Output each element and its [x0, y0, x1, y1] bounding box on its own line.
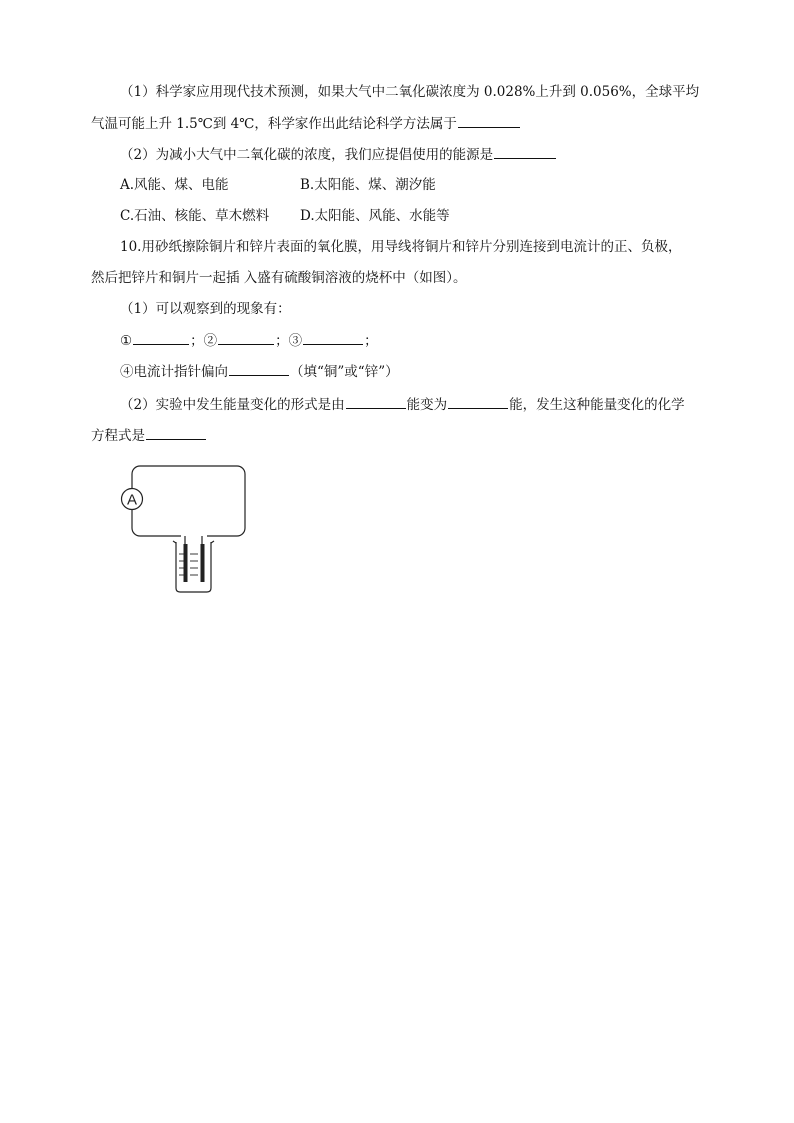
- answer-blank[interactable]: [218, 330, 274, 345]
- answer-blank[interactable]: [133, 330, 189, 345]
- copper-plate: [201, 544, 205, 582]
- q10-part1-title: （1）可以观察到的现象有：: [120, 301, 291, 317]
- answer-blank[interactable]: [458, 113, 520, 128]
- q9-part1-line2: 气温可能上升 1.5℃到 4℃，科学家作出此结论科学方法属于: [0, 113, 794, 134]
- answer-blank[interactable]: [346, 394, 406, 409]
- circuit-wire: [132, 466, 245, 536]
- q10-part2-line1: （2）实验中发生能量变化的形式是由 能变为 能，发生这种能量变化的化学: [0, 394, 794, 415]
- q10-part2-line2: 方程式是: [0, 425, 794, 446]
- q10-observations-row: ① ；② ；③ ；: [0, 330, 794, 351]
- q10-line2: 然后把锌片和铜片一起插 入盛有硫酸铜溶液的烧杯中（如图）。: [91, 270, 467, 286]
- zinc-plate: [184, 544, 188, 582]
- q9-options-row2: [0, 206, 794, 226]
- circuit-diagram: [118, 462, 250, 594]
- q9-options-row1: [0, 175, 794, 195]
- option-d[interactable]: D.太阳能、风能、水能等: [300, 208, 450, 224]
- beaker-icon: [176, 542, 211, 592]
- answer-blank[interactable]: [494, 144, 556, 159]
- option-b[interactable]: B.太阳能、煤、潮汐能: [300, 177, 436, 193]
- option-c[interactable]: C.石油、核能、草木燃料: [120, 208, 270, 224]
- q9-part1-line1: （1）科学家应用现代技术预测，如果大气中二氧化碳浓度为 0.028%上升到 0.056%，全球平均: [120, 84, 700, 100]
- answer-blank[interactable]: [146, 425, 206, 440]
- answer-blank[interactable]: [303, 330, 363, 345]
- solution-level: [179, 554, 198, 575]
- ammeter-label: A: [126, 491, 138, 509]
- answer-blank[interactable]: [229, 361, 289, 376]
- circuit-figure: [118, 462, 250, 594]
- answer-blank[interactable]: [448, 394, 508, 409]
- q10-line1: 10.用砂纸擦除铜片和锌片表面的氧化膜，用导线将铜片和锌片分别连接到电流计的正、负极，: [120, 239, 682, 255]
- q10-observation-4: ④电流计指针偏向 （填“铜”或“锌”）: [0, 361, 794, 382]
- q9-part2: （2）为减小大气中二氧化碳的浓度，我们应提倡使用的能源是: [0, 144, 794, 165]
- option-a[interactable]: A.风能、煤、电能: [120, 177, 229, 193]
